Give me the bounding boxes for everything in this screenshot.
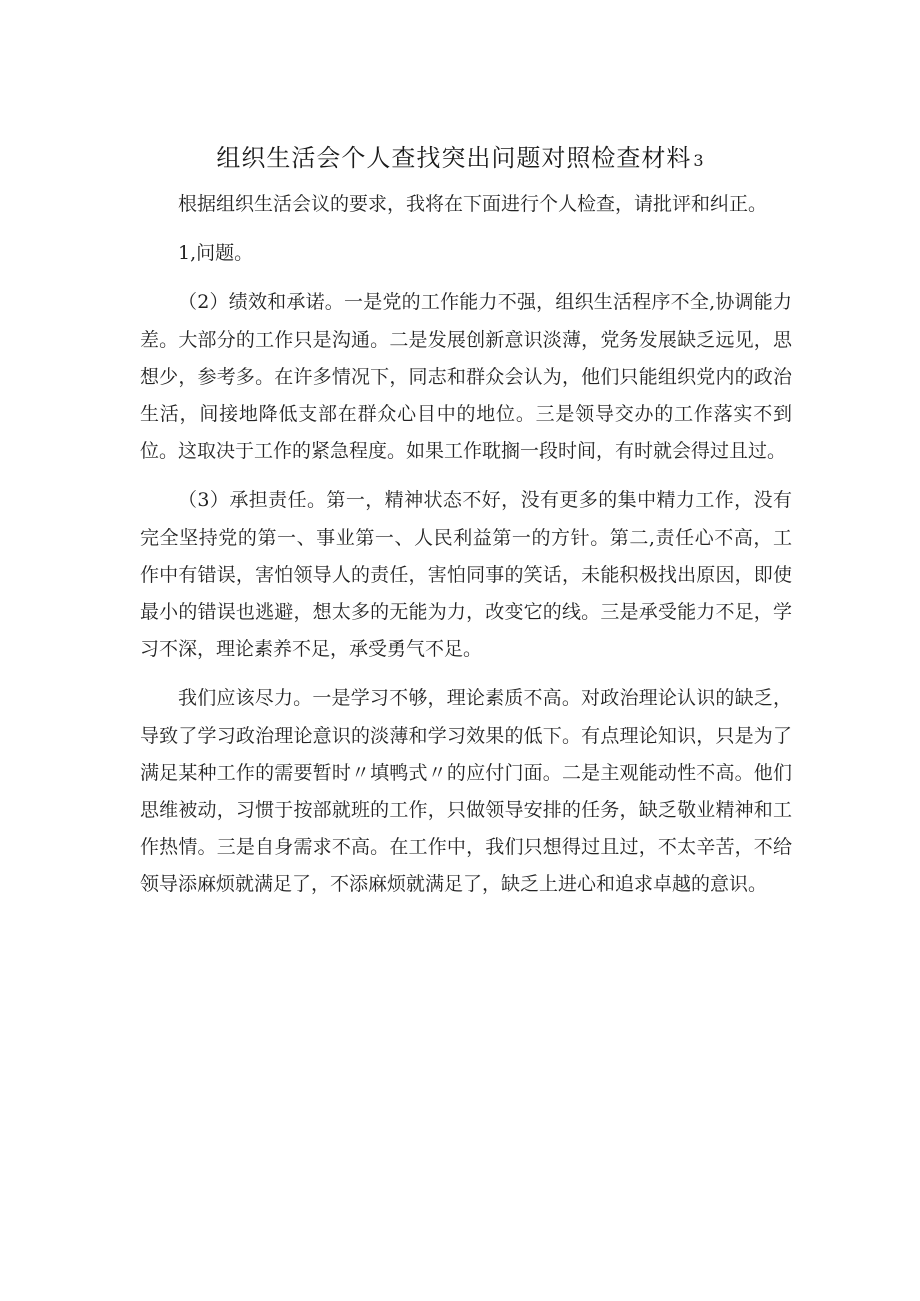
intro-paragraph: 根据组织生活会议的要求，我将在下面进行个人检查，请批评和纠正。 [178, 193, 768, 215]
paragraph-performance: （2）绩效和承诺。一是党的工作能力不强，组织生活程序不全,协调能力差。大部分的工作只是沟通。二是发展创新意识淡薄，党务发展缺乏远见，思想少，参考多。在许多情况下，同志和群众会认为，他们只能组织党内的政治生活，间接地降低支部在群众心目中的地位。三是领导交办的工作落实不到位。这取决于工作的紧急程度。如果工作耽搁一段时间，有时就会得过且过。 [140, 291, 792, 463]
section-heading: 1,问题。 [178, 242, 254, 265]
paragraph-causes: 我们应该尽力。一是学习不够，理论素质不高。对政治理论认识的缺乏，导致了学习政治理论意识的淡薄和学习效果的低下。有点理论知识，只是为了满足某种工作的需要暂时〃填鸭式〃的应付门面。二是主观能动性不高。他们思维被动，习惯于按部就班的工作，只做领导安排的任务，缺乏敬业精神和工作热情。三是自身需求不高。在工作中，我们只想得过且过，不太辛苦，不给领导添麻烦就满足了，不添麻烦就满足了，缺乏上进心和追求卓越的意识。 [140, 687, 792, 896]
document-body [140, 186, 792, 904]
title-suffix: 3 [693, 151, 704, 170]
document-title [0, 141, 920, 178]
title-text: 组织生活会个人查找突出问题对照检查材料 [216, 144, 692, 172]
paragraph-responsibility: （3）承担责任。第一，精神状态不好，没有更多的集中精力工作，没有完全坚持党的第一、事业第一、人民利益第一的方针。第二,责任心不高，工作中有错误，害怕领导人的责任，害怕同事的笑话，未能积极找出原因，即使最小的错误也逃避，想太多的无能为力，改变它的线。三是承受能力不足，学习不深，理论素养不足，承受勇气不足。 [140, 489, 792, 661]
